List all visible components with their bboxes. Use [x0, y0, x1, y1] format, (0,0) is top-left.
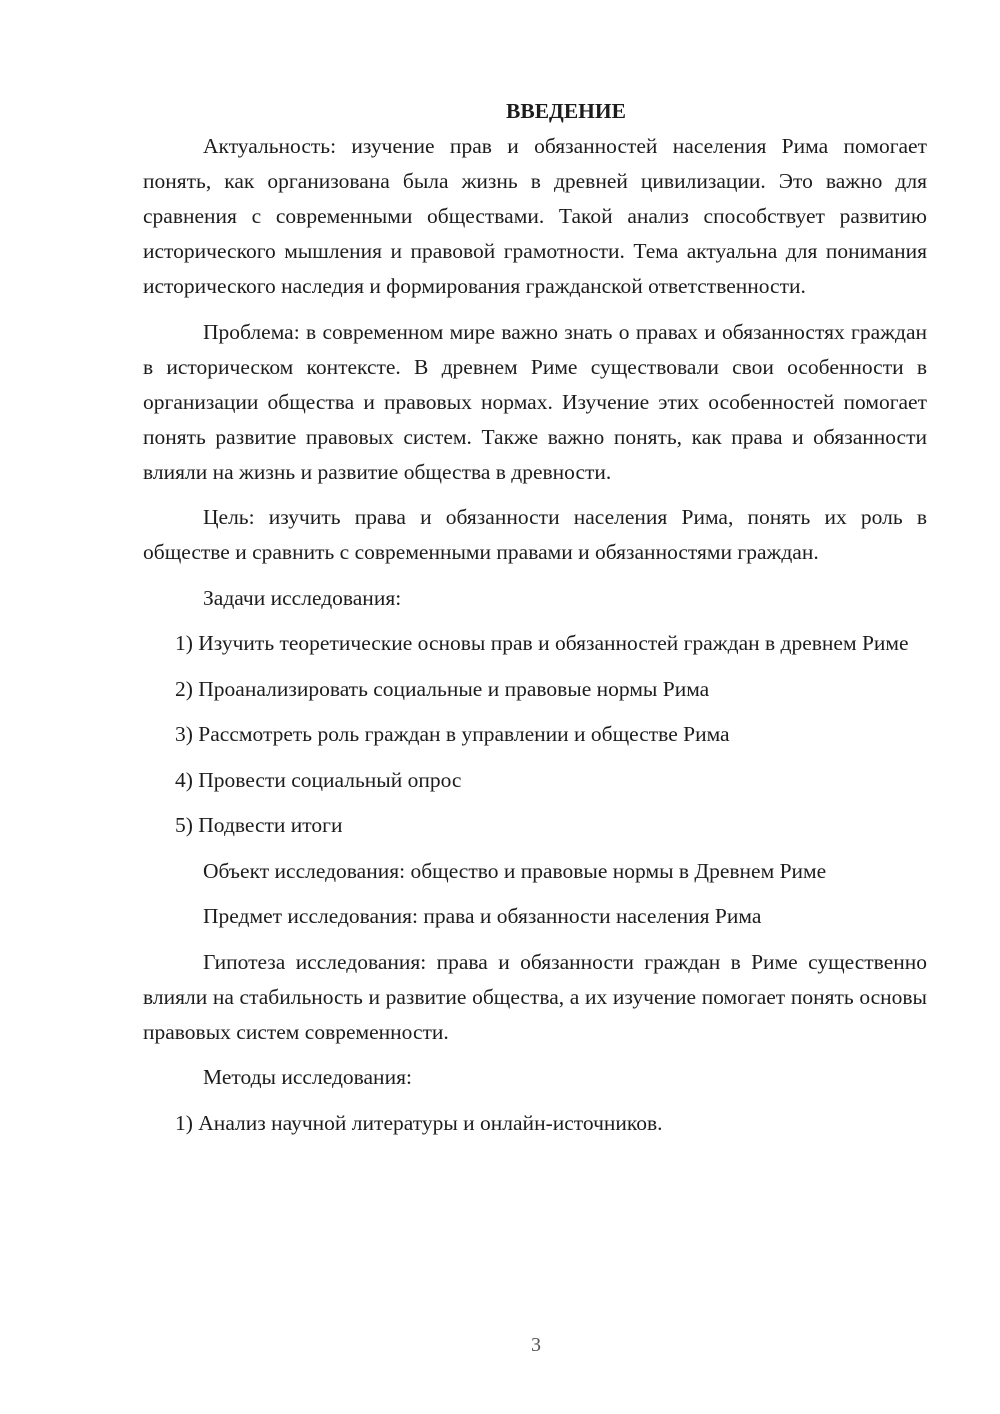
- object-paragraph: Объект исследования: общество и правовые нормы в Древнем Риме: [203, 858, 827, 883]
- subject-paragraph: Предмет исследования: права и обязанности населения Рима: [203, 904, 762, 928]
- hypothesis-paragraph: Гипотеза исследования: права и обязанности граждан в Риме существенно влияли на стабильность и развитие общества, а их изучение помогает понять основы правовых систем современности.: [143, 949, 927, 1044]
- tasks-heading: Задачи исследования:: [203, 585, 402, 610]
- methods-heading: Методы исследования:: [203, 1065, 412, 1089]
- task-item: 4) Провести социальный опрос: [175, 767, 462, 792]
- problem-paragraph: Проблема: в современном мире важно знать о правах и обязанностях граждан в историческом контексте. В древнем Риме существовали свои особенности в организации общества и правовых нормах. Изучение этих особенностей помогает понять развитие правовых систем. Также важно понять, как права и обязанности влияли на жизнь и развитие общества в древности.: [143, 319, 927, 484]
- method-item: 1) Анализ научной литературы и онлайн-источников.: [175, 1110, 663, 1135]
- relevance-paragraph: Актуальность: изучение прав и обязанностей населения Рима помогает понять, как организована была жизнь в древней цивилизации. Это важно для сравнения с современными обществами. Такой анализ способствует развитию исторического мышления и правовой грамотности. Тема актуальна для понимания исторического наследия и формирования гражданской ответственности.: [143, 134, 927, 298]
- task-item: 2) Проанализировать социальные и правовые нормы Рима: [175, 676, 710, 701]
- goal-paragraph: Цель: изучить права и обязанности населения Рима, понять их роль в обществе и сравнить с современными правами и обязанностями граждан.: [143, 505, 927, 564]
- page-number: 3: [531, 1334, 541, 1356]
- document-body: [143, 94, 927, 1151]
- page-title: ВВЕДЕНИЕ: [506, 99, 626, 123]
- task-item: 5) Подвести итоги: [175, 813, 343, 837]
- task-item: 1) Изучить теоретические основы прав и обязанностей граждан в древнем Риме: [175, 631, 909, 655]
- task-item: 3) Рассмотреть роль граждан в управлении и обществе Рима: [175, 722, 730, 746]
